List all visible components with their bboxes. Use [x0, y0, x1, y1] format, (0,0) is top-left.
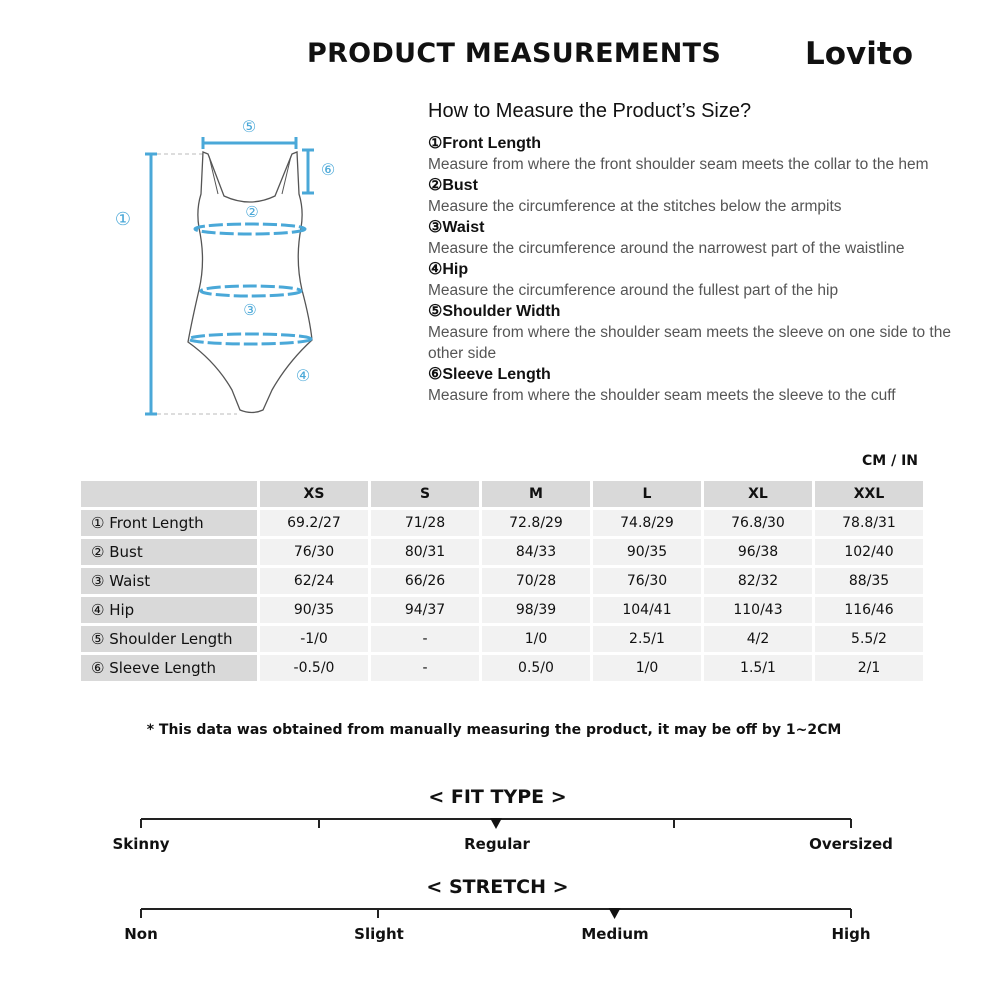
column-header: L	[593, 481, 701, 507]
table-cell: 72.8/29	[482, 510, 590, 536]
table-cell: 116/46	[815, 597, 923, 623]
table-cell: 0.5/0	[482, 655, 590, 681]
row-label: ③ Waist	[81, 568, 257, 594]
table-cell: 96/38	[704, 539, 812, 565]
table-corner	[81, 481, 257, 507]
howto-item-title: ④Hip	[428, 261, 469, 278]
measurement-diagram	[100, 110, 360, 430]
brand-logo: Lovito	[805, 36, 914, 72]
marker-5: ⑤	[241, 117, 257, 136]
stretch-title: < STRETCH >	[426, 876, 569, 898]
table-cell: 84/33	[482, 539, 590, 565]
stretch-label-slight: Slight	[354, 925, 404, 943]
column-header: XS	[260, 481, 368, 507]
row-label: ⑤ Shoulder Length	[81, 626, 257, 652]
stretch-label-high: High	[831, 925, 871, 943]
table-cell: -0.5/0	[260, 655, 368, 681]
table-cell: 2/1	[815, 655, 923, 681]
fit-label-oversized: Oversized	[809, 835, 893, 853]
table-cell: 102/40	[815, 539, 923, 565]
table-cell: 94/37	[371, 597, 479, 623]
howto-item-title: ①Front Length	[428, 135, 541, 152]
howto-item	[428, 259, 958, 301]
howto-item	[428, 217, 958, 259]
table-cell: 76/30	[260, 539, 368, 565]
howto-item-desc: Measure from where the front shoulder seam meets the collar to the hem	[428, 156, 929, 173]
column-header: XL	[704, 481, 812, 507]
howto-item	[428, 301, 958, 364]
howto-item	[428, 364, 958, 406]
marker-6: ⑥	[320, 160, 336, 179]
table-cell: 4/2	[704, 626, 812, 652]
stretch-indicator	[609, 908, 621, 919]
howto-item-desc: Measure from where the shoulder seam meets the sleeve to the cuff	[428, 387, 896, 404]
fit-label-regular: Regular	[464, 835, 530, 853]
size-table	[78, 478, 926, 684]
table-cell: 1/0	[593, 655, 701, 681]
table-cell: 1.5/1	[704, 655, 812, 681]
row-label: ⑥ Sleeve Length	[81, 655, 257, 681]
table-cell: -	[371, 626, 479, 652]
table-cell: 71/28	[371, 510, 479, 536]
row-label: ① Front Length	[81, 510, 257, 536]
marker-1: ①	[114, 209, 132, 230]
table-cell: 110/43	[704, 597, 812, 623]
table-cell: -	[371, 655, 479, 681]
table-row	[81, 568, 923, 594]
howto-item	[428, 133, 958, 175]
table-row	[81, 539, 923, 565]
howto-item-title: ⑥Sleeve Length	[428, 366, 551, 383]
howto-item-title: ②Bust	[428, 177, 478, 194]
column-header: XXL	[815, 481, 923, 507]
unit-label: CM / IN	[862, 453, 918, 469]
page-title: PRODUCT MEASUREMENTS	[307, 38, 722, 69]
table-cell: 98/39	[482, 597, 590, 623]
table-cell: 74.8/29	[593, 510, 701, 536]
stretch-label-non: Non	[124, 925, 158, 943]
table-cell: 5.5/2	[815, 626, 923, 652]
measurement-note: * This data was obtained from manually measuring the product, it may be off by 1~2CM	[146, 722, 842, 738]
marker-2: ②	[245, 203, 259, 221]
table-cell: 104/41	[593, 597, 701, 623]
table-cell: 82/32	[704, 568, 812, 594]
howto-item-title: ③Waist	[428, 219, 485, 236]
table-row	[81, 626, 923, 652]
howto-item-desc: Measure the circumference around the fullest part of the hip	[428, 282, 839, 299]
column-header: S	[371, 481, 479, 507]
table-cell: 80/31	[371, 539, 479, 565]
howto-item-desc: Measure the circumference at the stitches below the armpits	[428, 198, 842, 215]
table-row	[81, 655, 923, 681]
column-header: M	[482, 481, 590, 507]
table-cell: 1/0	[482, 626, 590, 652]
marker-4: ④	[295, 366, 311, 385]
fit-label-skinny: Skinny	[112, 835, 170, 853]
table-row	[81, 510, 923, 536]
table-header-row	[81, 481, 923, 507]
row-label: ④ Hip	[81, 597, 257, 623]
table-cell: 76/30	[593, 568, 701, 594]
table-cell: 90/35	[593, 539, 701, 565]
table-cell: 88/35	[815, 568, 923, 594]
marker-3: ③	[243, 301, 257, 319]
table-cell: 70/28	[482, 568, 590, 594]
table-cell: 76.8/30	[704, 510, 812, 536]
table-row	[81, 597, 923, 623]
howto-item-title: ⑤Shoulder Width	[428, 303, 561, 320]
table-cell: 69.2/27	[260, 510, 368, 536]
row-label: ② Bust	[81, 539, 257, 565]
table-cell: 62/24	[260, 568, 368, 594]
fit-type-title: < FIT TYPE >	[428, 786, 567, 808]
table-cell: 2.5/1	[593, 626, 701, 652]
howto-item-desc: Measure from where the shoulder seam meets the sleeve on one side to the other side	[428, 324, 951, 362]
howto-item-desc: Measure the circumference around the narrowest part of the waistline	[428, 240, 905, 257]
table-cell: 78.8/31	[815, 510, 923, 536]
table-cell: -1/0	[260, 626, 368, 652]
how-to-measure	[428, 100, 958, 406]
howto-item	[428, 175, 958, 217]
stretch-label-medium: Medium	[581, 925, 649, 943]
table-cell: 66/26	[371, 568, 479, 594]
table-cell: 90/35	[260, 597, 368, 623]
howto-heading: How to Measure the Product’s Size?	[428, 100, 752, 122]
fit-type-indicator	[490, 818, 502, 829]
